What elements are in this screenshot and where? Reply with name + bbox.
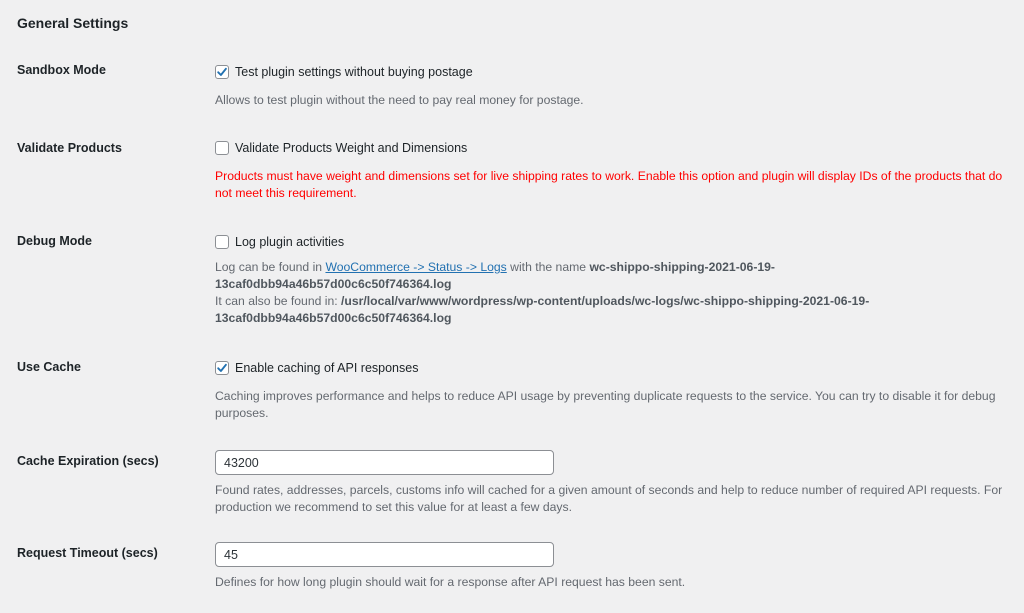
sandbox-mode-label: Sandbox Mode <box>17 63 106 77</box>
checkmark-icon <box>216 66 228 78</box>
sandbox-mode-checkbox[interactable] <box>215 65 229 79</box>
debug-mode-label: Debug Mode <box>17 234 92 248</box>
use-cache-checkbox[interactable] <box>215 361 229 375</box>
validate-products-checkbox[interactable] <box>215 141 229 155</box>
validate-products-checkbox-label[interactable]: Validate Products Weight and Dimensions <box>235 141 468 155</box>
cache-expiration-input[interactable] <box>215 450 554 475</box>
use-cache-description: Caching improves performance and helps to reduce API usage by preventing duplicate requests to the service. You can try to disable it for debug purposes. <box>215 389 996 420</box>
checkmark-icon <box>216 362 228 374</box>
request-timeout-description: Defines for how long plugin should wait for a response after API request has been sent. <box>215 575 686 589</box>
sandbox-mode-option[interactable] <box>215 63 1005 81</box>
sandbox-mode-description: Allows to test plugin without the need to pay real money for postage. <box>215 93 584 107</box>
debug-mode-description <box>215 259 1005 327</box>
debug-mode-checkbox[interactable] <box>215 235 229 249</box>
sandbox-mode-field <box>215 63 1005 109</box>
debug-mode-option[interactable] <box>215 233 1005 251</box>
section-title: General Settings <box>17 15 129 31</box>
sandbox-mode-checkbox-label[interactable]: Test plugin settings without buying postage <box>235 65 473 79</box>
validate-products-label: Validate Products <box>17 141 122 155</box>
request-timeout-label: Request Timeout (secs) <box>17 546 158 560</box>
woocommerce-logs-link[interactable]: WooCommerce -> Status -> Logs <box>325 260 507 274</box>
debug-log-name-text: with the name <box>506 260 590 274</box>
cache-expiration-label: Cache Expiration (secs) <box>17 454 159 468</box>
debug-log-filename: wc-shippo-shipping-2021-06-19-13caf0dbb94a46b57d00c6c50f746364.log <box>215 260 775 291</box>
debug-log-path: /usr/local/var/www/wordpress/wp-content/uploads/wc-logs/wc-shippo-shipping-2021-06-19-13caf0dbb94a46b57d00c6c50f746364.log <box>215 294 870 325</box>
debug-mode-field <box>215 233 1005 327</box>
use-cache-label: Use Cache <box>17 360 81 374</box>
use-cache-checkbox-label[interactable]: Enable caching of API responses <box>235 361 419 375</box>
use-cache-field <box>215 359 1005 422</box>
validate-products-field <box>215 139 1005 202</box>
request-timeout-field <box>215 542 1005 591</box>
debug-mode-checkbox-label[interactable]: Log plugin activities <box>235 235 345 249</box>
request-timeout-input[interactable] <box>215 542 554 567</box>
validate-products-warning: Products must have weight and dimensions set for live shipping rates to work. Enable this option and plugin will display IDs of the products that do not meet this requirement. <box>215 169 1003 200</box>
debug-log-path-text: It can also be found in: <box>215 294 342 308</box>
validate-products-option[interactable] <box>215 139 1005 157</box>
debug-log-text: Log can be found in <box>215 260 326 274</box>
use-cache-option[interactable] <box>215 359 1005 377</box>
cache-expiration-description: Found rates, addresses, parcels, customs info will cached for a given amount of seconds and help to reduce number of required API requests. For production we recommend to set this value for at least a few days. <box>215 483 1003 514</box>
cache-expiration-field <box>215 450 1005 516</box>
